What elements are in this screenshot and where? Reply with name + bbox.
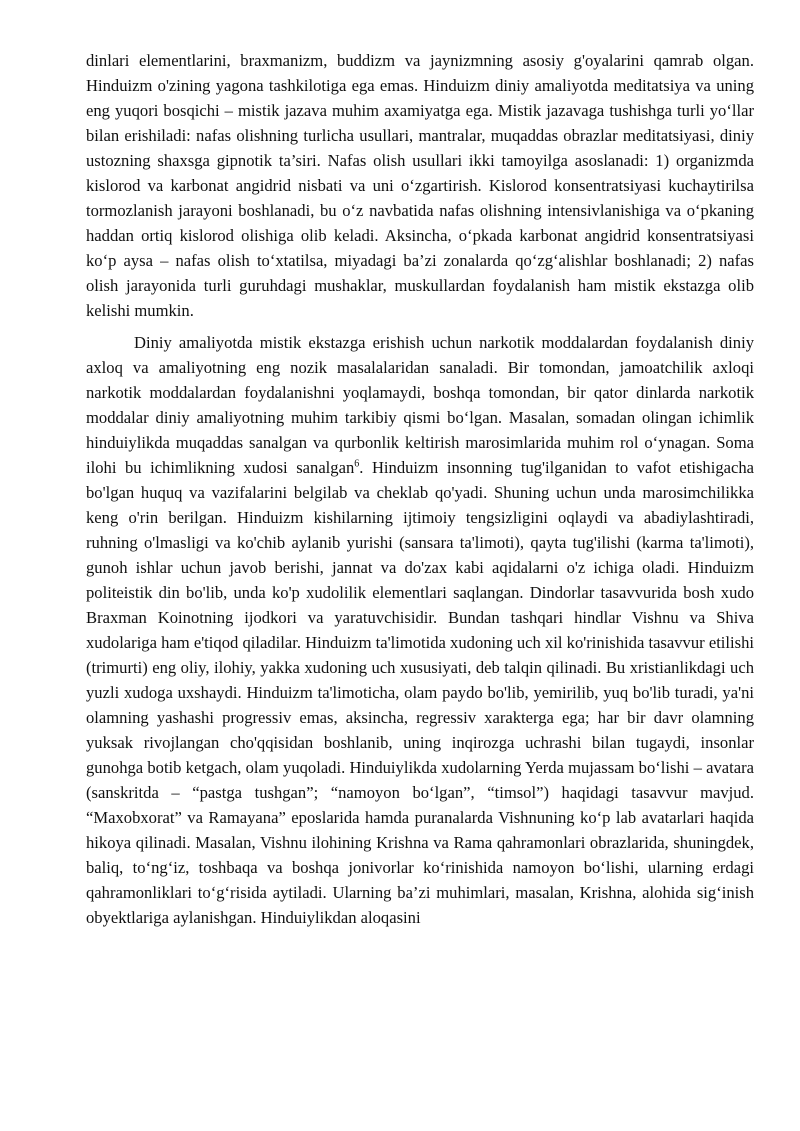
paragraph-breathing-practices: dinlari elementlarini, braxmanizm, buddizm va jaynizmning asosiy g'oyalarini qamrab olgan. Hinduizm o'zining yagona tashkilotiga ega emas. Hinduizm diniy amaliyotda meditatsiya va uning eng yuqori bosqichi – mistik jazava muhim axamiyatga ega. Mistik jazavaga tushishga turli yo‘llar bilan erishiladi: nafas olishning turlicha usullari, mantralar, muqaddas obrazlar meditatsiyasi, diniy ustozning shaxsga gipnotik ta’siri. Nafas olish usullari ikki tamoyilga asoslanadi: 1) organizmda kislorod va karbonat angidrid nisbati va uni o‘zgartirish. Kislorod konsentratsiyasi kuchaytirilsa tormozlanish jarayoni boshlanadi, bu o‘z navbatida nafas olishning intensivlanishiga va o‘pkaning haddan ortiq kislorod olishiga olib keladi. Aksincha, o‘pkada karbonat angidrid konsentratsiyasi ko‘p aysa – nafas olish to‘xtatilsa, miyadagi ba’zi zonalarda qo‘zg‘alishlar boshlanadi; 2) nafas olish jarayonida turli guruhdagi mushaklar, muskullardan foydalanish ham mistik ekstazga olib kelishi mumkin. [86, 51, 754, 320]
paragraph-narcotics-and-hinduism [86, 330, 754, 930]
footnote-reference[interactable]: 6 [354, 458, 360, 470]
paragraph-text-after-footnote: . Hinduizm insonning tug'ilganidan to vafot etishigacha bo'lgan huquq va vazifalarini belgilab va cheklab qo'yadi. Shuning uchun unda marosimchilikka keng o'rin berilgan. Hinduizm kishilarning ijtimoiy tengsizligini oqlaydi va abadiylashtiradi, ruhning o'lmasligi va ko'chib aylanib yurishi (sansara ta'limoti), qayta tug'ilishi (karma ta'limoti), gunoh ishlar uchun javob berishi, jannat va do'zax kabi aqidalarni o'z ichiga oladi. Hinduizm politeistik din bo'lib, unda ko'p xudolilik elementlari saqlangan. Dindorlar tasavvurida bosh xudo Braxman Koinotning ijodkori va yaratuvchisidir. Bundan tashqari hindlar Vishnu va Shiva xudolariga ham e'tiqod qiladilar. Hinduizm ta'limotida xudoning uch xil ko'rinishida tasavvur etilishi (trimurti) eng oliy, ilohiy, yakka xudoning uch xususiyati, deb talqin qilinadi. Bu xristianlikdagi uch yuzli xudoga uxshaydi. Hinduizm ta'limoticha, olam paydo bo'lib, yemirilib, yuq bo'lib turadi, ya'ni olamning yashashi progressiv emas, aksincha, regressiv xarakterga ega; har bir davr olamning yuksak rivojlangan cho'qqisidan boshlanib, uning inqirozga uchrashi bilan tugaydi, insonlar gunohga botib ketgach, olam yuqoladi. Hinduiylikda xudolarning Yerda mujassam bo‘lishi – avatara (sanskritda – “pastga tushgan”; “namoyon bo‘lgan”, “timsol”) haqidagi tasavvur mavjud. “Maxobxorat” va Ramayana” eposlarida hamda puranalarda Vishnuning ko‘p lab avatarlari haqida hikoya qilinadi. Masalan, Vishnu ilohining Krishna va Rama qahramonlari obrazlarida, shuningdek, baliq, to‘ng‘iz, toshbaqa va boshqa jonivorlar ko‘rinishida namoyon bo‘lishi, ularning erdagi qahramonliklari to‘g‘risida aytiladi. Ularning ba’zi muhimlari, masalan, Krishna, alohida sig‘inish obyektlariga aylanishgan. Hinduiylikdan aloqasini [86, 458, 755, 927]
paragraph-text-before-footnote: Diniy amaliyotda mistik ekstazga erishish uchun narkotik moddalardan foydalanish diniy axloq va amaliyotning eng nozik masalalaridan sanaladi. Bir tomondan, jamoatchilik axloqi narkotik moddalardan foydalanishni yoqlamaydi, boshqa tomondan, bir qator dinlarda narkotik moddalar diniy amaliyotning muhim tarkibiy qismi bo‘lgan. Masalan, somadan olingan ichimlik hinduiylikda muqaddas sanalgan va qurbonlik keltirish marosimlarida muhim rol o‘ynagan. Soma ilohi bu ichimlikning xudosi sanalgan [86, 333, 754, 477]
document-page [86, 48, 754, 930]
